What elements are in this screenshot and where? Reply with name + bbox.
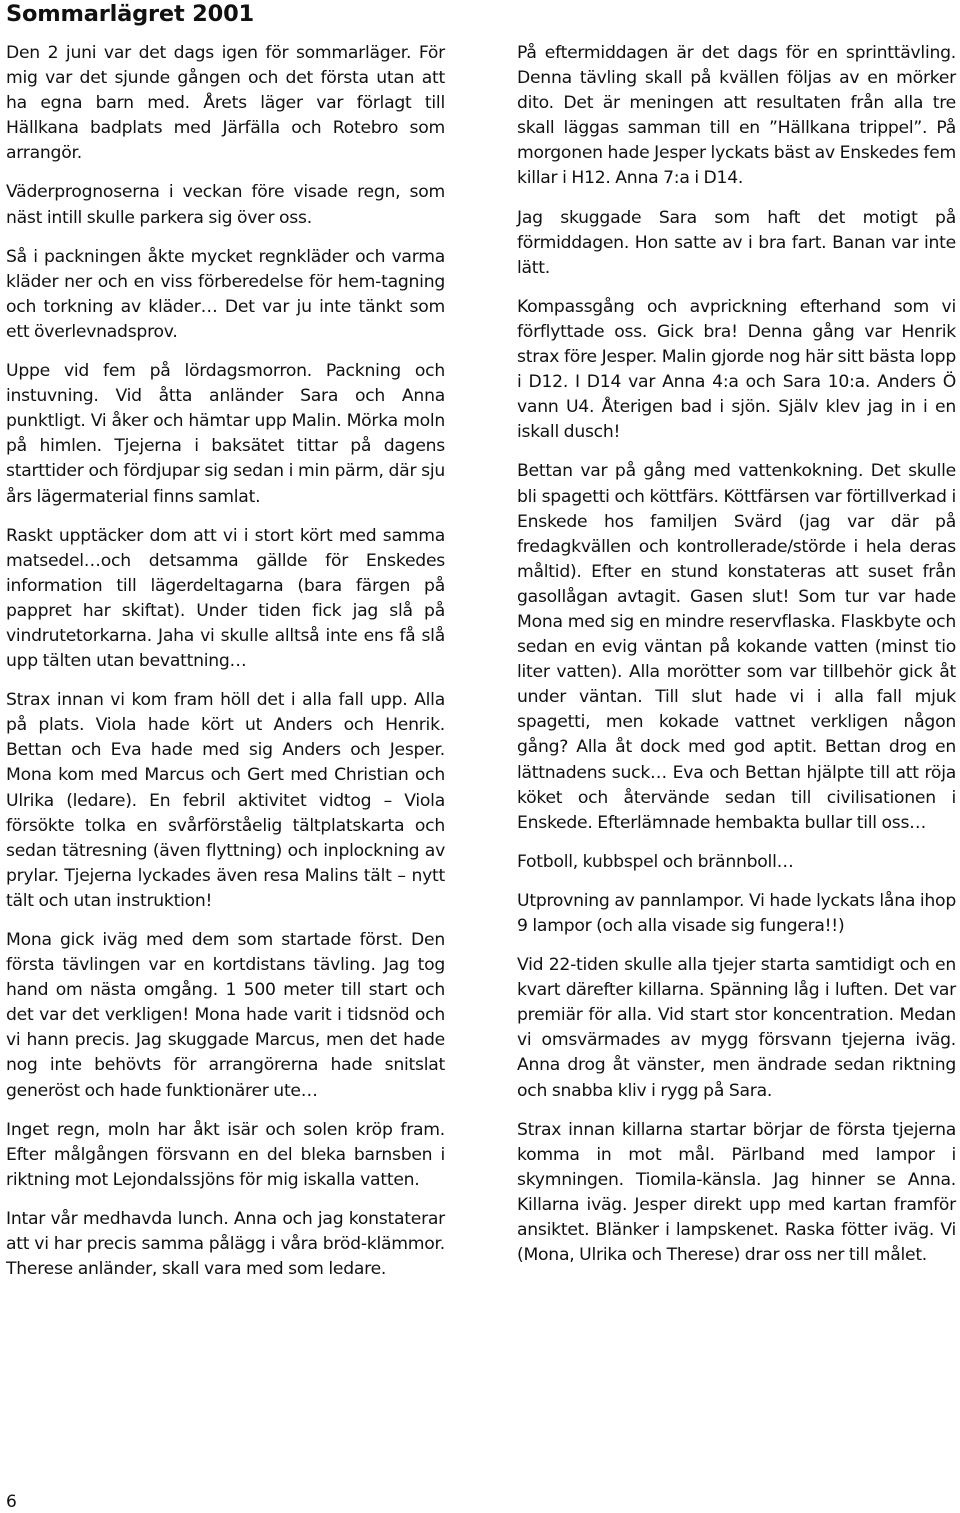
page-number: 6	[6, 1492, 17, 1512]
right-column	[517, 41, 956, 1282]
paragraph: Mona gick iväg med dem som startade först. Den första tävlingen var en kortdistans tävling. Jag tog hand om nästa omgång. 1 500 meter till start och det var det verkligen! Mona hade varit i tidsnöd och vi hann precis. Jag skuggade Marcus, men det hade nog inte behövts för arrangörerna hade snitslat generöst och hade funktionärer ute…	[6, 930, 445, 1101]
paragraph: Bettan var på gång med vattenkokning. Det skulle bli spagetti och köttfärs. Köttfärsen var förtillverkad i Enskede hos familjen Svärd (jag var där på fredagkvällen och kontrollerade/störde i hela deras måltid). Efter en stund konstateras att suset från gasollågan avtagit. Gasen slut! Som tur var hade Mona med sig en mindre reservflaska. Flaskbyte och sedan en evig väntan på kokande vatten (minst tio liter vatten). Alla morötter som var tillbehör gick åt under väntan. Till slut hade vi i alla fall mjuk spagetti, men kokade vattnet verkligen någon gång? Alla åt dock med god aptit. Bettan drog en lättnadens suck… Eva och Bettan hjälpte till att röja köket och återvände sedan till civilisationen i Enskede. Efterlämnade hembakta bullar till oss…	[517, 461, 956, 833]
left-column	[6, 41, 445, 1296]
paragraph: Väderprognoserna i veckan före visade regn, som näst intill skulle parkera sig över oss.	[6, 182, 445, 228]
paragraph: Raskt upptäcker dom att vi i stort kört med samma matsedel…och detsamma gällde för Enskedes information till lägerdeltagarna (bara färgen på pappret har skiftat). Under tiden fick jag slå på vindrutetorkarna. Jaha vi skulle alltså inte ens få slå upp tälten utan bevattning…	[6, 525, 445, 672]
paragraph: Inget regn, moln har åkt isär och solen kröp fram. Efter målgången försvann en del bleka barnsben i riktning mot Lejondalssjöns för mig iskalla vatten.	[6, 1119, 445, 1190]
paragraph: Strax innan killarna startar börjar de första tjejerna komma in mot mål. Pärlband med lampor i skymningen. Tiomila-känsla. Jag hinner se Anna. Killarna iväg. Jesper direkt upp med kartan framför ansiktet. Blänker i lampskenet. Raska fötter iväg. Vi (Mona, Ulrika och Therese) drar oss ner till målet.	[517, 1119, 956, 1266]
paragraph: Strax innan vi kom fram höll det i alla fall upp. Alla på plats. Viola hade kört ut Anders och Henrik. Bettan och Eva hade med sig Anders och Jesper. Mona kom med Marcus och Gert med Christian och Ulrika (ledare). En febril aktivitet vidtog – Viola försökte tolka en svårförståelig tältplatskarta och sedan tätresning (även flyttning) och inplockning av prylar. Tjejerna lyckades även resa Malins tält – nytt tält och utan instruktion!	[6, 690, 445, 911]
article-title: Sommarlägret 2001	[6, 1, 255, 27]
paragraph: Utprovning av pannlampor. Vi hade lyckats låna ihop 9 lampor (och alla visade sig fungera!!)	[517, 890, 956, 936]
paragraph: På eftermiddagen är det dags för en sprinttävling. Denna tävling skall på kvällen följas av en mörker dito. Det är meningen att resultaten från alla tre skall läggas samman till en ”Hällkana trippel”. På morgonen hade Jesper lyckats bäst av Enskedes fem killar i H12. Anna 7:a i D14.	[517, 43, 956, 189]
paragraph: Fotboll, kubbspel och brännboll…	[517, 851, 794, 872]
paragraph: Intar vår medhavda lunch. Anna och jag konstaterar att vi har precis samma pålägg i våra bröd-klämmor. Therese anländer, skall vara med som ledare.	[6, 1208, 445, 1280]
paragraph: Kompassgång och avprickning efterhand som vi förflyttade oss. Gick bra! Denna gång var Henrik strax före Jesper. Malin gjorde nog här sitt bästa lopp i D12. I D14 var Anna 4:a och Sara 10:a. Anders Ö vann U4. Återigen bad i sjön. Själv klev jag in i en iskall dusch!	[517, 296, 956, 443]
paragraph: Den 2 juni var det dags igen för sommarläger. För mig var det sjunde gången och det första utan att ha egna barn med. Årets läger var förlagt till Hällkana badplats med Järfälla och Rotebro som arrangör.	[6, 43, 445, 164]
paragraph: Så i packningen åkte mycket regnkläder och varma kläder ner och en viss förberedelse för hem-tagning och torkning av kläder… Det var ju inte tänkt som ett överlevnadsprov.	[6, 246, 445, 342]
paragraph: Uppe vid fem på lördagsmorron. Packning och instuvning. Vid åtta anländer Sara och Anna punktligt. Vi åker och hämtar upp Malin. Mörka moln på himlen. Tjejerna i baksätet tittar på dagens starttider och fördjupar sig sedan i min pärm, där sju års lägermaterial finns samlat.	[6, 361, 445, 507]
paragraph: Vid 22-tiden skulle alla tjejer starta samtidigt och en kvart därefter killarna. Spänning låg i luften. Det var premiär för alla. Vid start stor koncentration. Medan vi omsvärmades av mygg försvann tjejerna iväg. Anna drog åt vänster, men ändrade sedan riktning och snabba kliv i rygg på Sara.	[517, 955, 956, 1101]
paragraph: Jag skuggade Sara som haft det motigt på förmiddagen. Hon satte av i bra fart. Banan var inte lätt.	[517, 207, 956, 278]
